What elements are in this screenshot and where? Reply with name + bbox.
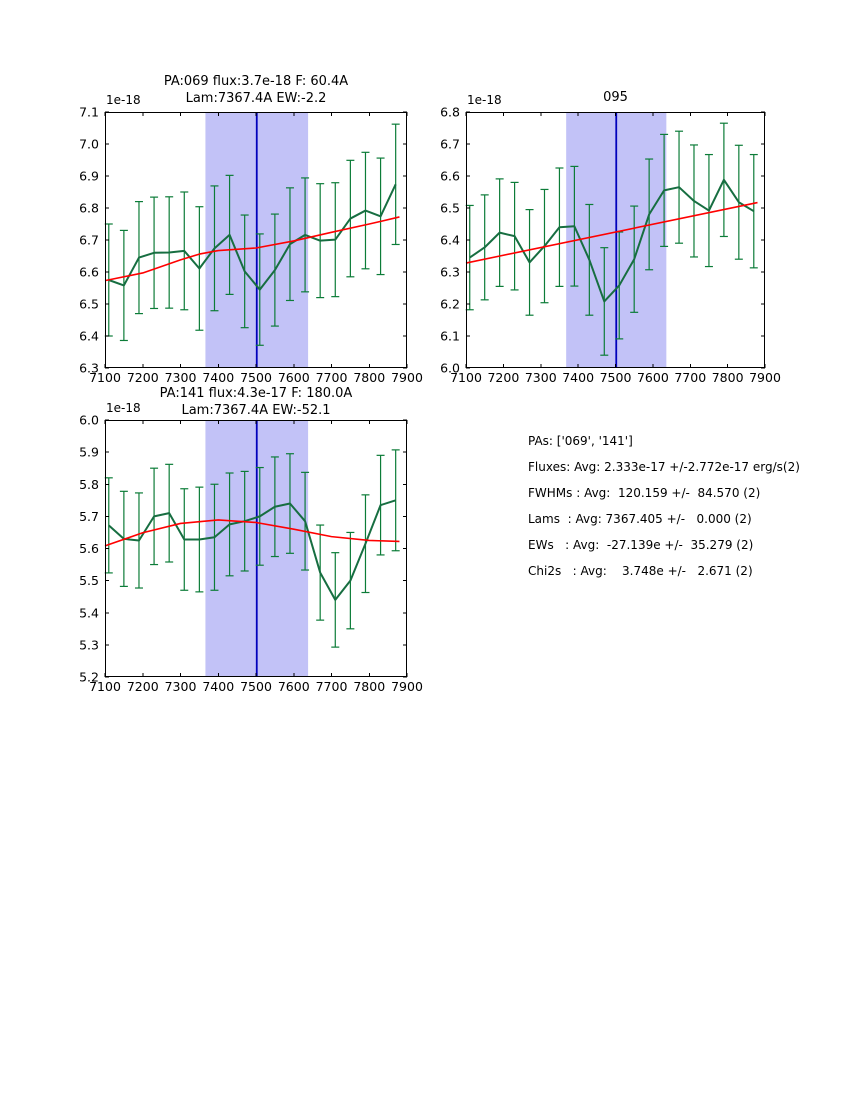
svg-text:6.0: 6.0 [440, 360, 460, 376]
svg-text:5.6: 5.6 [79, 541, 99, 556]
svg-text:6.9: 6.9 [79, 168, 99, 184]
svg-text:7500: 7500 [240, 370, 272, 385]
svg-text:7700: 7700 [315, 370, 348, 385]
svg-text:6.7: 6.7 [79, 232, 99, 248]
svg-text:5.3: 5.3 [79, 637, 99, 653]
svg-text:6.3: 6.3 [79, 360, 99, 376]
svg-text:6.5: 6.5 [79, 296, 99, 312]
svg-text:6.6: 6.6 [440, 168, 460, 184]
svg-text:7900: 7900 [391, 679, 423, 694]
svg-text:5.2: 5.2 [79, 669, 99, 685]
svg-text:7300: 7300 [164, 370, 197, 385]
svg-text:5.7: 5.7 [79, 508, 99, 524]
svg-text:7200: 7200 [126, 370, 159, 385]
svg-text:6.2: 6.2 [440, 296, 460, 312]
stats-line-fwhms: FWHMs : Avg: 120.159 +/- 84.570 (2) [528, 486, 761, 500]
y-axis-offset-label: 1e-18 [106, 93, 141, 107]
svg-text:7100: 7100 [89, 679, 121, 694]
svg-text:5.8: 5.8 [79, 476, 99, 492]
svg-text:5.5: 5.5 [79, 573, 99, 589]
svg-text:6.0: 6.0 [79, 412, 99, 428]
svg-text:7600: 7600 [636, 370, 669, 385]
svg-text:7200: 7200 [487, 370, 520, 385]
svg-text:7300: 7300 [524, 370, 557, 385]
chart-pa141-title-line1: PA:141 flux:4.3e-17 F: 180.0A [159, 386, 353, 401]
svg-text:7.1: 7.1 [79, 104, 99, 120]
chart-pa069-title-line1: PA:069 flux:3.7e-18 F: 60.4A [163, 74, 349, 89]
svg-text:6.5: 6.5 [440, 200, 460, 216]
svg-text:6.6: 6.6 [79, 264, 99, 280]
svg-text:7900: 7900 [391, 370, 423, 385]
stats-line-fluxes: Fluxes: Avg: 2.333e-17 +/-2.772e-17 erg/s(2) [528, 460, 800, 474]
svg-text:7800: 7800 [711, 370, 744, 385]
svg-text:7700: 7700 [315, 679, 348, 694]
chart-pa069-title-line2: Lam:7367.4A EW:-2.2 [185, 91, 327, 106]
svg-text:7500: 7500 [240, 679, 272, 694]
svg-text:7900: 7900 [749, 370, 781, 385]
svg-text:7100: 7100 [89, 370, 121, 385]
svg-text:6.4: 6.4 [440, 232, 460, 248]
chart-pa141-title-line2: Lam:7367.4A EW:-52.1 [181, 403, 331, 418]
svg-text:7800: 7800 [353, 370, 386, 385]
svg-text:7200: 7200 [126, 679, 159, 694]
svg-text:6.7: 6.7 [440, 136, 460, 152]
svg-text:5.4: 5.4 [79, 605, 99, 621]
svg-text:7500: 7500 [599, 370, 632, 385]
stats-line-chi2s: Chi2s : Avg: 3.748e +/- 2.671 (2) [528, 564, 753, 578]
stats-line-ews: EWs : Avg: -27.139e +/- 35.279 (2) [528, 538, 754, 552]
svg-text:7.0: 7.0 [79, 136, 99, 152]
svg-text:7400: 7400 [202, 679, 235, 694]
svg-text:6.4: 6.4 [79, 328, 99, 344]
svg-text:5.9: 5.9 [79, 444, 99, 460]
svg-text:6.3: 6.3 [440, 264, 460, 280]
stats-line-lams: Lams : Avg: 7367.405 +/- 0.000 (2) [528, 512, 752, 526]
svg-text:7600: 7600 [277, 370, 310, 385]
svg-text:7600: 7600 [277, 679, 310, 694]
svg-text:7700: 7700 [674, 370, 707, 385]
svg-text:7300: 7300 [164, 679, 197, 694]
svg-text:7100: 7100 [450, 370, 482, 385]
stats-line-pas: PAs: ['069', '141'] [528, 434, 633, 448]
chart-095-title: 095 [603, 90, 628, 105]
svg-text:7800: 7800 [353, 679, 386, 694]
stats-panel [528, 428, 800, 584]
y-axis-offset-label: 1e-18 [106, 401, 141, 415]
svg-text:7400: 7400 [202, 370, 235, 385]
svg-text:7400: 7400 [562, 370, 595, 385]
svg-text:6.8: 6.8 [79, 200, 99, 216]
y-axis-offset-label: 1e-18 [467, 93, 502, 107]
svg-text:6.1: 6.1 [440, 328, 460, 344]
svg-text:6.8: 6.8 [440, 104, 460, 120]
